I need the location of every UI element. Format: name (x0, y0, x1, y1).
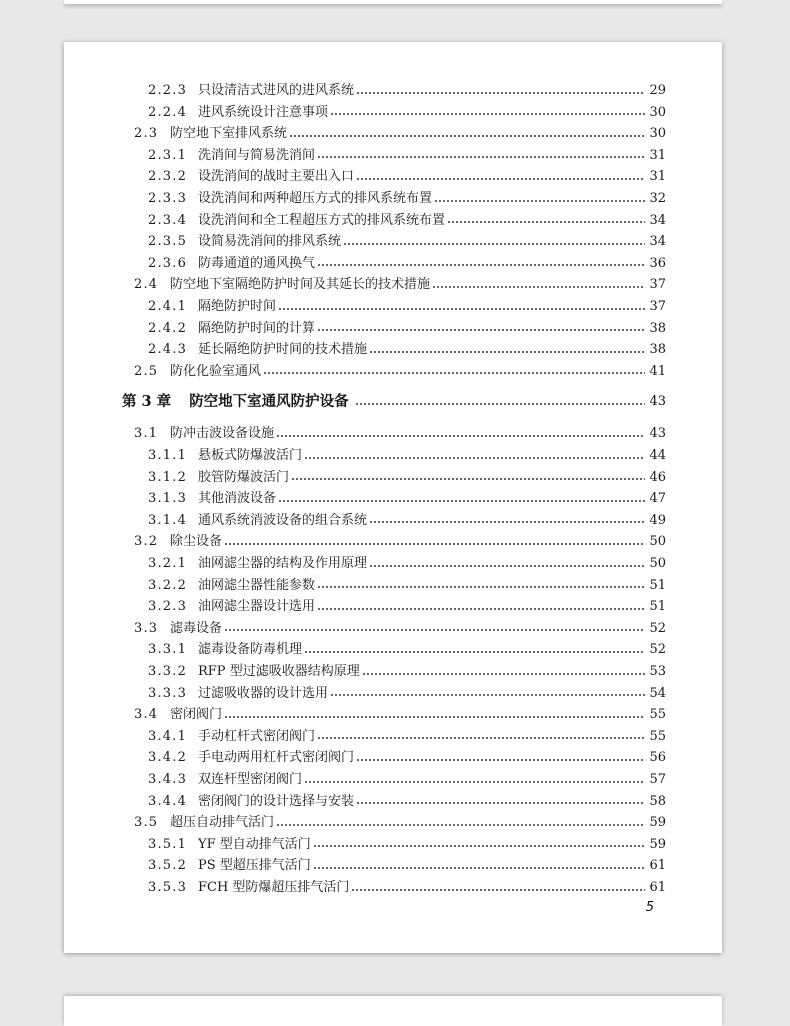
dot-leader (313, 845, 646, 847)
toc-section-number: 2.5 (134, 363, 159, 379)
page-number: 5 (645, 900, 654, 915)
toc-title: 悬板式防爆波活门 (198, 448, 303, 463)
toc-section-number: 3.4.2 (148, 750, 188, 766)
toc-page-number: 55 (649, 707, 666, 723)
toc-entry[interactable] (148, 445, 666, 467)
toc-entry[interactable] (148, 102, 666, 124)
toc-page-number: 51 (649, 599, 666, 615)
document-page (64, 42, 722, 953)
dot-leader (330, 113, 645, 115)
toc-section-number: 2.3.2 (148, 169, 188, 185)
toc-title: 密闭阀门的设计选择与安装 (198, 793, 355, 809)
toc-section-number: 3.2.2 (148, 577, 188, 593)
toc-entry[interactable] (134, 274, 666, 296)
toc-title: 防化化验室通风 (170, 363, 262, 379)
toc-entry[interactable] (148, 747, 666, 769)
toc-section-number: 3.3.1 (148, 642, 188, 658)
toc-page-number: 50 (649, 534, 666, 550)
dot-leader (317, 586, 645, 588)
toc-title: 延长隔绝防护时间的技术措施 (198, 342, 368, 358)
toc-entry[interactable] (148, 661, 666, 683)
toc-title: 进风系统设计注意事项 (198, 104, 329, 120)
toc-page-number: 30 (649, 104, 666, 120)
toc-page-number: 36 (649, 255, 666, 271)
toc-page-number: 52 (649, 642, 666, 658)
toc-title: PS 型超压排气活门 (198, 858, 311, 874)
toc-title: 防冲击波设备设施 (170, 426, 275, 442)
dot-leader (356, 178, 645, 180)
toc-section-number: 2.3.6 (148, 255, 188, 271)
dot-leader (304, 457, 645, 459)
toc-entry[interactable] (148, 210, 666, 232)
dot-leader (263, 372, 645, 374)
dot-leader (369, 565, 645, 567)
toc-section-number: 3.1.1 (148, 448, 188, 463)
toc-title: 胶管防爆波活门 (198, 469, 290, 485)
toc-title: 油网滤尘器性能参数 (198, 577, 316, 593)
toc-section-number: 2.2.4 (148, 104, 188, 120)
toc-page-number: 61 (649, 880, 666, 895)
toc-entry[interactable] (134, 531, 666, 553)
toc-title: FCH 型防爆超压排气活门 (198, 880, 350, 895)
next-page-edge (64, 996, 722, 1026)
toc-title: 滤毒设备 (170, 620, 223, 636)
toc-title: 其他消波设备 (198, 491, 277, 507)
dot-leader (317, 329, 645, 331)
toc-page-number: 54 (649, 685, 666, 701)
toc-title: 通风系统消波设备的组合系统 (198, 512, 368, 528)
chapter-number: 第 3 章 (122, 393, 172, 411)
toc-page-number: 38 (649, 320, 666, 336)
toc-section-number: 3.2.3 (148, 599, 188, 615)
toc-title: 防空地下室隔绝防护时间及其延长的技术措施 (170, 277, 431, 293)
toc-page-number: 30 (649, 126, 666, 142)
toc-title: 隔绝防护时间 (198, 299, 277, 314)
toc-entry[interactable] (134, 361, 666, 383)
toc-section-number: 3.3.3 (148, 685, 188, 701)
toc-title: 除尘设备 (170, 534, 223, 550)
toc-page-number: 53 (649, 664, 666, 679)
toc-entry[interactable] (148, 596, 666, 618)
dot-leader (356, 802, 645, 804)
toc-section-number: 3.1 (134, 426, 159, 442)
toc-section-number: 3.5.2 (148, 858, 188, 874)
toc-page-number: 32 (649, 191, 666, 206)
toc-page-number: 47 (649, 491, 666, 507)
toc-page-number: 55 (649, 728, 666, 744)
toc-entry[interactable] (148, 296, 666, 318)
toc-page-number: 46 (649, 469, 666, 485)
toc-page-number: 57 (649, 772, 666, 787)
toc-page-number: 58 (649, 793, 666, 809)
toc-title: 手动杠杆式密闭阀门 (198, 728, 316, 744)
toc-page-number: 41 (649, 363, 666, 379)
toc-page-number: 43 (649, 426, 666, 442)
toc-title: 滤毒设备防毒机理 (198, 642, 303, 658)
toc-page-number: 49 (649, 512, 666, 528)
toc-entry[interactable] (148, 145, 666, 167)
dot-leader (432, 286, 645, 288)
dot-leader (317, 264, 645, 266)
dot-leader (276, 435, 645, 437)
toc-page-number: 38 (649, 342, 666, 358)
toc-entry[interactable] (134, 812, 666, 834)
toc-title: 设洗消间和全工程超压方式的排风系统布置 (198, 212, 446, 228)
toc-chapter-heading[interactable] (122, 390, 666, 414)
toc-page-number: 34 (649, 234, 666, 250)
toc-section-number: 2.2.3 (148, 83, 188, 98)
toc-entry[interactable] (148, 467, 666, 489)
toc-section-number: 2.4.3 (148, 342, 188, 358)
toc-section-number: 3.1.3 (148, 491, 188, 507)
toc-title: 隔绝防护时间的计算 (198, 320, 316, 336)
toc-entry[interactable] (148, 683, 666, 705)
toc-page-number: 34 (649, 212, 666, 228)
dot-leader (278, 500, 645, 502)
toc-page-number: 44 (649, 448, 666, 463)
toc-page-number: 29 (649, 83, 666, 98)
dot-leader (362, 673, 646, 675)
chapter-title: 防空地下室通风防护设备 (189, 393, 349, 411)
toc-title: 设简易洗消间的排风系统 (198, 234, 342, 250)
toc-section-number: 3.2.1 (148, 556, 188, 571)
toc-section-number: 2.3 (134, 126, 159, 142)
toc-section-number: 3.1.4 (148, 512, 188, 528)
toc-section-number: 3.4.4 (148, 793, 188, 809)
toc-section-number: 2.4.1 (148, 299, 188, 314)
toc-title: 设洗消间的战时主要出入口 (198, 169, 355, 185)
toc-title: 超压自动排气活门 (170, 815, 275, 831)
toc-entry[interactable] (148, 253, 666, 275)
toc-title: YF 型自动排气活门 (198, 836, 311, 852)
toc-entry[interactable] (148, 510, 666, 532)
toc-section-number: 3.4.1 (148, 728, 188, 744)
toc-section-number: 3.3.2 (148, 664, 188, 679)
toc-entry[interactable] (148, 575, 666, 597)
previous-page-edge (64, 0, 722, 4)
dot-leader (356, 759, 645, 761)
toc-title: 油网滤尘器的结构及作用原理 (198, 556, 368, 571)
toc-entry[interactable] (148, 339, 666, 361)
toc-section-number: 3.5.1 (148, 836, 188, 852)
toc-entry[interactable] (148, 488, 666, 510)
toc-section-number: 3.5.3 (148, 880, 188, 895)
dot-leader (356, 92, 645, 94)
toc-section-number: 2.3.5 (148, 234, 188, 250)
dot-leader (224, 543, 645, 545)
toc-entry[interactable] (148, 166, 666, 188)
dot-leader (304, 651, 645, 653)
dot-leader (343, 243, 645, 245)
toc-section-number: 3.3 (134, 620, 159, 636)
toc-entry[interactable] (148, 877, 666, 899)
toc-title: 防空地下室排风系统 (170, 126, 288, 142)
dot-leader (304, 781, 645, 783)
dot-leader (317, 737, 645, 739)
toc-section-number: 2.4.2 (148, 320, 188, 336)
toc-title: 洗消间与简易洗消间 (198, 147, 316, 163)
dot-leader (278, 308, 645, 310)
toc-entry[interactable] (148, 231, 666, 253)
toc-page-number: 37 (649, 277, 666, 293)
dot-leader (276, 824, 645, 826)
toc-page-number: 52 (649, 620, 666, 636)
dot-leader (224, 629, 645, 631)
toc-section-number: 3.2 (134, 534, 159, 550)
toc-page-number: 59 (649, 815, 666, 831)
toc-entry[interactable] (148, 188, 666, 210)
toc-title: 双连杆型密闭阀门 (198, 772, 303, 787)
toc-section-number: 3.4.3 (148, 772, 188, 787)
toc-entry[interactable] (134, 618, 666, 640)
toc-section-number: 2.3.4 (148, 212, 188, 228)
toc-page-number: 56 (649, 750, 666, 766)
toc-page-number: 31 (649, 169, 666, 185)
toc-entry[interactable] (148, 855, 666, 877)
dot-leader (317, 608, 645, 610)
toc-entry[interactable] (134, 423, 666, 445)
toc-title: 防毒通道的通风换气 (198, 255, 316, 271)
chapter-page-number: 43 (649, 394, 666, 410)
dot-leader (317, 156, 645, 158)
dot-leader (434, 200, 645, 202)
toc-entry[interactable] (148, 318, 666, 340)
dot-leader (224, 716, 645, 718)
toc-page-number: 59 (649, 836, 666, 852)
toc-title: 只设清洁式进风的进风系统 (198, 83, 355, 98)
toc-entry[interactable] (134, 123, 666, 145)
toc-page-number: 51 (649, 577, 666, 593)
toc-entry[interactable] (148, 834, 666, 856)
dot-leader (330, 694, 645, 696)
dot-leader (313, 867, 646, 869)
toc-entry[interactable] (148, 639, 666, 661)
toc-title: 油网滤尘器设计选用 (198, 599, 316, 615)
toc-title: RFP 型过滤吸收器结构原理 (198, 664, 360, 679)
toc-entry[interactable] (148, 80, 666, 102)
toc-entry[interactable] (148, 769, 666, 791)
dot-leader (369, 521, 645, 523)
toc-title: 密闭阀门 (170, 707, 223, 723)
dot-leader (369, 351, 645, 353)
toc-section-number: 2.3.3 (148, 191, 188, 206)
toc-title: 过滤吸收器的设计选用 (198, 685, 329, 701)
toc-section-number: 2.4 (134, 277, 159, 293)
dot-leader (447, 221, 645, 223)
toc-section-number: 3.5 (134, 815, 159, 831)
toc-title: 手电动两用杠杆式密闭阀门 (198, 750, 355, 766)
toc-entry[interactable] (134, 704, 666, 726)
toc-page-number: 31 (649, 147, 666, 163)
toc-page-number: 61 (649, 858, 666, 874)
toc-entry[interactable] (148, 791, 666, 813)
dot-leader (289, 135, 645, 137)
dot-leader (355, 403, 646, 405)
toc-page-number: 50 (649, 556, 666, 571)
toc-entry[interactable] (148, 726, 666, 748)
toc-title: 设洗消间和两种超压方式的排风系统布置 (198, 191, 433, 206)
toc-entry[interactable] (148, 553, 666, 575)
toc-section-number: 3.1.2 (148, 469, 188, 485)
toc-page-number: 37 (649, 299, 666, 314)
toc-section-number: 3.4 (134, 707, 159, 723)
dot-leader (351, 889, 645, 891)
toc-section-number: 2.3.1 (148, 147, 188, 163)
dot-leader (291, 478, 645, 480)
